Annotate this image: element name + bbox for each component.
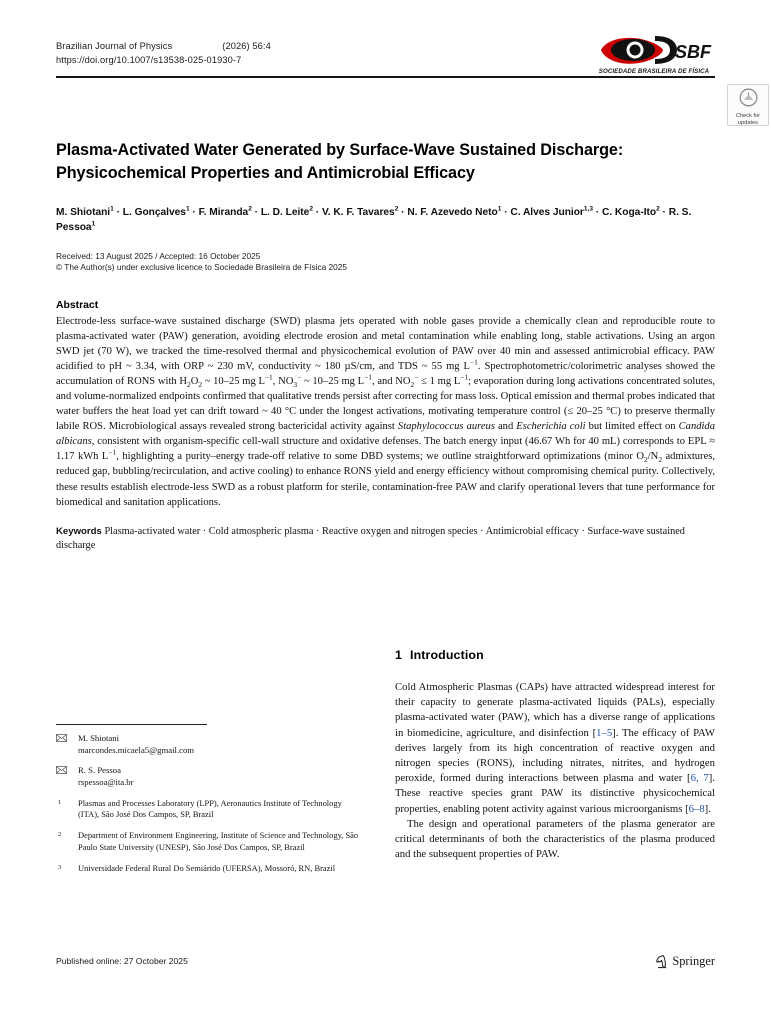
right-column: [395, 648, 715, 862]
correspondence-email[interactable]: marcondes.micaela5@gmail.com: [78, 744, 195, 755]
keywords-section: [56, 525, 706, 554]
correspondence-divider: [56, 724, 207, 725]
springer-logo: [654, 954, 715, 969]
doi-link[interactable]: https://doi.org/10.1007/s13538-025-01930-7: [56, 54, 242, 65]
keywords-label: Keywords: [56, 525, 102, 537]
affiliation-list: [56, 798, 364, 875]
affiliation-item: [56, 863, 364, 875]
correspondence-item: [56, 765, 364, 788]
sbf-logo: [593, 32, 715, 76]
envelope-icon: [56, 734, 67, 742]
journal-name: Brazilian Journal of Physics: [56, 41, 173, 51]
correspondence-list: [56, 733, 364, 789]
section-heading-introduction: [395, 648, 715, 662]
journal-volume: (2026) 56:4: [222, 41, 271, 51]
sbf-logo-letters: SBF: [675, 42, 711, 62]
introduction-body: [395, 680, 715, 862]
correspondence-name: M. Shiotani: [78, 732, 120, 743]
abstract-text: Electrode-less surface-wave sustained discharge (SWD) plasma jets operated with noble gases provide a chemically clean and reproducible route to plasma-activated water (PAW) generation, avoiding electrode erosion and metal contamination while enabling long, stable activations. Using an argon SWD jet (70 W), we tracked the time-resolved thermal and physicochemical evolution of PAW over 40 min and assessed antimicrobial efficacy. PAW acidified to pH ~ 3.34, with ORP ~ 230 mV, conductivity ~ 180 µS/cm, and TDS ~ 55 mg $L^{-1}$. Spectrophotometric/colorimetric analyses showed the accumulation of RONS with $H_2O_2$ ~ 10–25 mg $L^{-1}$, $NO_3^-$ ~ 10–25 mg $L^{-1}$, and $NO_2^- \le 1$ mg $L^{-1}$; evaporation during long activations concentrated solutes, and volume-normalized endpoints confirmed that qualitative trends persist after correcting for mass loss. Optical emission and thermal probes indicated that water buffers the heat load yet can drift toward ~ 40 °C under the longest activations, motivating temperature control (≤ 20–25 °C) to preserve thermally labile ROS. Microbiological assays revealed strong bactericidal activity against Staphylococcus aureus and Escherichia coli but limited effect on Candida albicans, consistent with organism-specific cell-wall structure and oxidative defenses. The batch energy input (46.67 Wh for 40 mL) corresponds to EPL ≈ 1.17 kWh $L^{-1}$, highlighting a purity–energy trade-off relative to some DBD systems; we outline straightforward optimizations (minor $O_2/N_2$ admixtures, reduced gap, bubbling/recirculation, and active cooling) to enhance RONS yield and energy efficiency without compromising chemical purity. Collectively, these results establish electrode-less SWD as a robust platform for sterile, contamination-free PAW and clarify operational levers that tune performance for biomedical and sanitation applications.: [56, 316, 716, 508]
affiliation-number: 2: [58, 831, 62, 839]
copyright-line: © The Author(s) under exclusive licence to Sociedade Brasileira de Física 2025: [56, 262, 347, 273]
envelope-icon: [56, 766, 67, 774]
affiliation-text: Universidade Federal Rural Do Semiárido (UFERSA), Mossoró, RN, Brazil: [78, 863, 336, 874]
check-updates-line-2: updates: [738, 120, 758, 127]
affiliation-item: [56, 798, 364, 821]
correspondence-item: [56, 733, 364, 756]
abstract-heading: Abstract: [56, 300, 99, 311]
correspondence-email[interactable]: rspessoa@ita.br: [78, 777, 134, 787]
keywords-text: Plasma-activated water · Cold atmospheric plasma · Reactive oxygen and nitrogen species · Antimicrobial efficacy · Surface-wave sustained discharge: [56, 525, 685, 552]
refresh-circle-icon: [739, 88, 758, 107]
abstract-section: [56, 300, 715, 510]
article-dates: [56, 251, 715, 274]
two-column-area: [56, 648, 715, 948]
sbf-logo-graphic: [593, 32, 715, 68]
received-accepted: Received: 13 August 2025 / Accepted: 16 October 2025: [56, 250, 261, 261]
springer-wordmark: Springer: [672, 954, 715, 968]
affiliation-item: [56, 830, 364, 853]
article-title: Plasma-Activated Water Generated by Surface-Wave Sustained Discharge: Physicochemical Properties and Antimicrobial Efficacy: [56, 141, 624, 182]
affiliation-number: 3: [58, 864, 62, 872]
affiliation-text: Plasmas and Processes Laboratory (LPP), Aeronautics Institute of Technology (ITA), São José Dos Campos, SP, Brazil: [78, 797, 342, 820]
check-for-updates-badge[interactable]: [727, 84, 769, 126]
header-divider: [56, 76, 715, 78]
page-header: [56, 0, 715, 92]
sbf-logo-subtitle: SOCIEDADE BRASILEIRA DE FÍSICA: [598, 68, 710, 75]
page-footer: [56, 954, 715, 974]
published-online-date: Published online: 27 October 2025: [56, 956, 188, 966]
check-updates-line-1: Check for: [736, 113, 760, 119]
left-column: [56, 648, 364, 884]
section-number: 1: [395, 648, 403, 662]
introduction-paragraph-1: Cold Atmospheric Plasmas (CAPs) have attracted widespread interest for their capacity to generate plasma-activated liquids (PALs), especially plasma-activated water (PAW), which has a diverse range of applications in biomedicine, agriculture, and disinfection [1–5]. The efficacy of PAW derives largely from its high concentration of reactive oxygen and nitrogen species (RONS), including nitrates, nitrites, and hydrogen peroxide, formed during interactions between plasma and water [6, 7]. These reactive species grant PAW its distinctive physicochemical properties, enabling potent activity against various microorganisms [6–8].: [395, 681, 715, 815]
springer-knight-icon: [654, 954, 668, 969]
affiliation-text: Department of Environment Engineering, Institute of Science and Technology, São Paulo State University (UNESP), São José Dos Campos, SP, Brazil: [78, 830, 359, 852]
correspondence-name: R. S. Pessoa: [78, 765, 121, 776]
affiliation-number: 1: [58, 798, 62, 806]
author-list: M. Shiotani$^1$ · L. Gonçalves$^1$ · F. Miranda$^2$ · L. D. Leite$^2$ · V. K. F. Tavares$^2$ · N. F. Azevedo Neto$^1$ · C. Alves Junior$^{1,3}$ · C. Koga-Ito$^2$ · R. S. Pessoa$^1$: [56, 205, 692, 234]
section-title: Introduction: [410, 648, 484, 662]
introduction-paragraph-2: The design and operational parameters of the plasma generator are critical determinants of both the characteristics of the plasma produced and the subsequent properties of PAW.: [395, 817, 715, 861]
